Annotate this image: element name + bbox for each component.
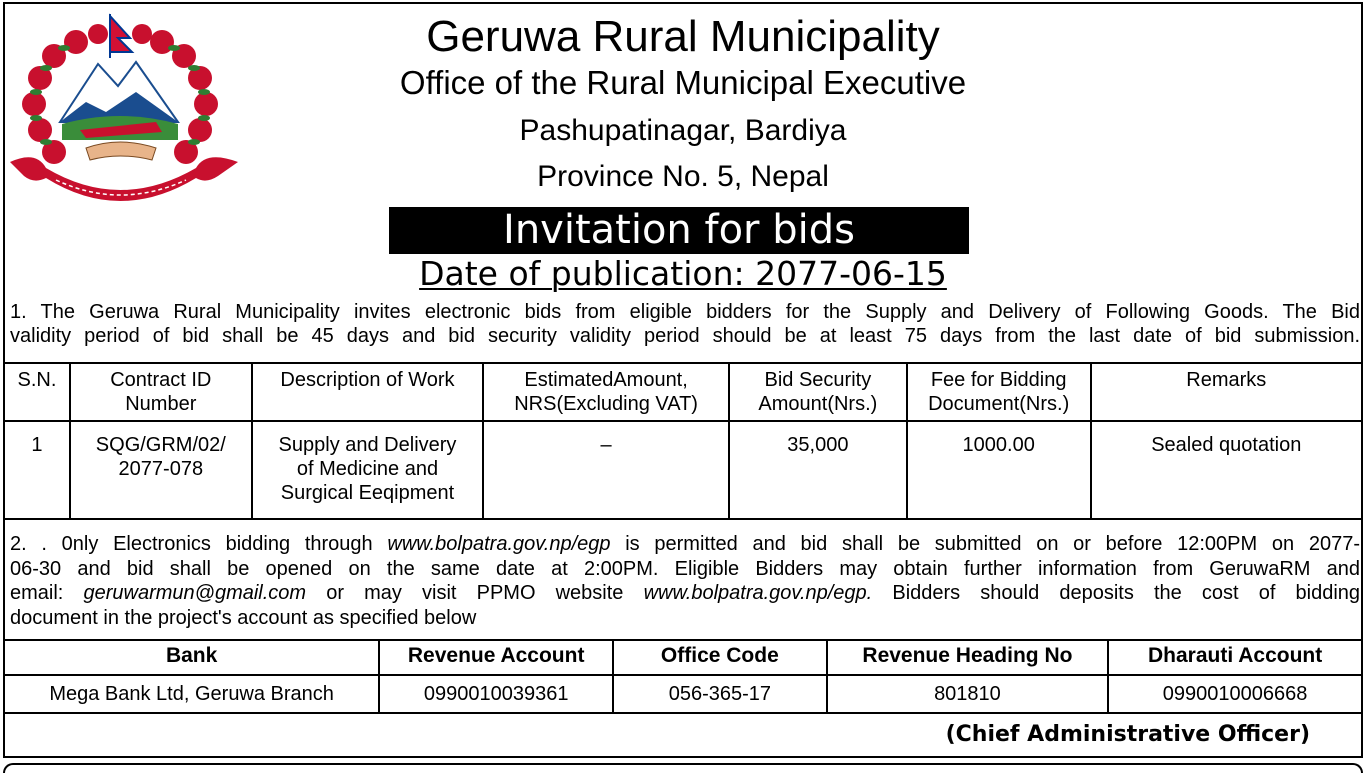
table-row <box>4 675 1362 713</box>
bidding-line-2: 06-30 and bid shall be opened on the same date at 2:00PM. Eligible Bidders may obtain further information from GeruwaRM and <box>10 557 1360 580</box>
bottom-border <box>3 763 1363 773</box>
bank-table <box>3 639 1363 714</box>
bidding-line-4: document in the project's account as specified below <box>10 606 477 629</box>
header-bid-security: Bid Security Amount(Nrs.) <box>729 363 907 421</box>
table-row <box>4 421 1362 519</box>
table-header-row <box>4 363 1362 421</box>
header-dharauti-account: Dharauti Account <box>1108 640 1362 675</box>
bidding-paragraph <box>10 532 1360 630</box>
cell-description: Supply and Delivery of Medicine and Surgical Eeqipment <box>252 421 484 519</box>
cell-office-code: 056-365-17 <box>613 675 827 713</box>
header-revenue-heading: Revenue Heading No <box>827 640 1109 675</box>
office-province: Province No. 5, Nepal <box>537 160 829 193</box>
cell-contract-id: SQG/GRM/02/ 2077-078 <box>70 421 252 519</box>
cell-bid-security: 35,000 <box>729 421 907 519</box>
bank-header-row <box>4 640 1362 675</box>
cell-dharauti-account: 0990010006668 <box>1108 675 1362 713</box>
office-name: Office of the Rural Municipal Executive <box>399 64 967 101</box>
email-link[interactable]: geruwarmun@gmail.com <box>83 582 307 604</box>
bidding-line-3: email: geruwarmun@gmail.com or may visit PPMO website www.bolpatra.gov.np/egp. Bidders should deposits the cost of bidding <box>10 582 1361 604</box>
header-fee: Fee for Bidding Document(Nrs.) <box>907 363 1091 421</box>
bids-table <box>3 362 1363 520</box>
header-office-code: Office Code <box>613 640 827 675</box>
cell-sn: 1 <box>4 421 70 519</box>
header-contract-id: Contract ID Number <box>70 363 252 421</box>
intro-line-1: 1. The Geruwa Rural Municipality invites electronic bids from eligible bidders for the Supply and Delivery of Following Goods. The Bid <box>10 301 1360 323</box>
bidding-line-1: 2. . 0nly Electronics bidding through www.bolpatra.gov.np/egp is permitted and bid shall be submitted on or before 12:00PM on 2077- <box>10 533 1360 555</box>
signatory-title: (Chief Administrative Officer) <box>945 722 1310 747</box>
cell-fee: 1000.00 <box>907 421 1091 519</box>
cell-estimated-amount: – <box>483 421 729 519</box>
header-description: Description of Work <box>252 363 484 421</box>
notice-title: Invitation for bids <box>389 207 969 254</box>
municipality-name: Geruwa Rural Municipality <box>426 12 940 61</box>
cell-bank: Mega Bank Ltd, Geruwa Branch <box>4 675 379 713</box>
cell-revenue-heading: 801810 <box>827 675 1109 713</box>
cell-remarks: Sealed quotation <box>1091 421 1362 519</box>
office-location: Pashupatinagar, Bardiya <box>519 114 847 147</box>
header-revenue-account: Revenue Account <box>379 640 613 675</box>
header-remarks: Remarks <box>1091 363 1362 421</box>
ppmo-link[interactable]: www.bolpatra.gov.np/egp. <box>643 582 873 604</box>
intro-line-2: validity period of bid shall be 45 days and bid security validity period should be at least 75 days from the last date of bid submission. <box>10 325 1360 347</box>
intro-paragraph <box>10 300 1360 348</box>
publication-date-wrap <box>0 255 1366 293</box>
header-estimated-amount: EstimatedAmount, NRS(Excluding VAT) <box>483 363 729 421</box>
header-bank: Bank <box>4 640 379 675</box>
cell-revenue-account: 0990010039361 <box>379 675 613 713</box>
header-sn: S.N. <box>4 363 70 421</box>
publication-date: Date of publication: 2077-06-15 <box>419 254 947 293</box>
egp-link[interactable]: www.bolpatra.gov.np/egp <box>387 533 611 555</box>
